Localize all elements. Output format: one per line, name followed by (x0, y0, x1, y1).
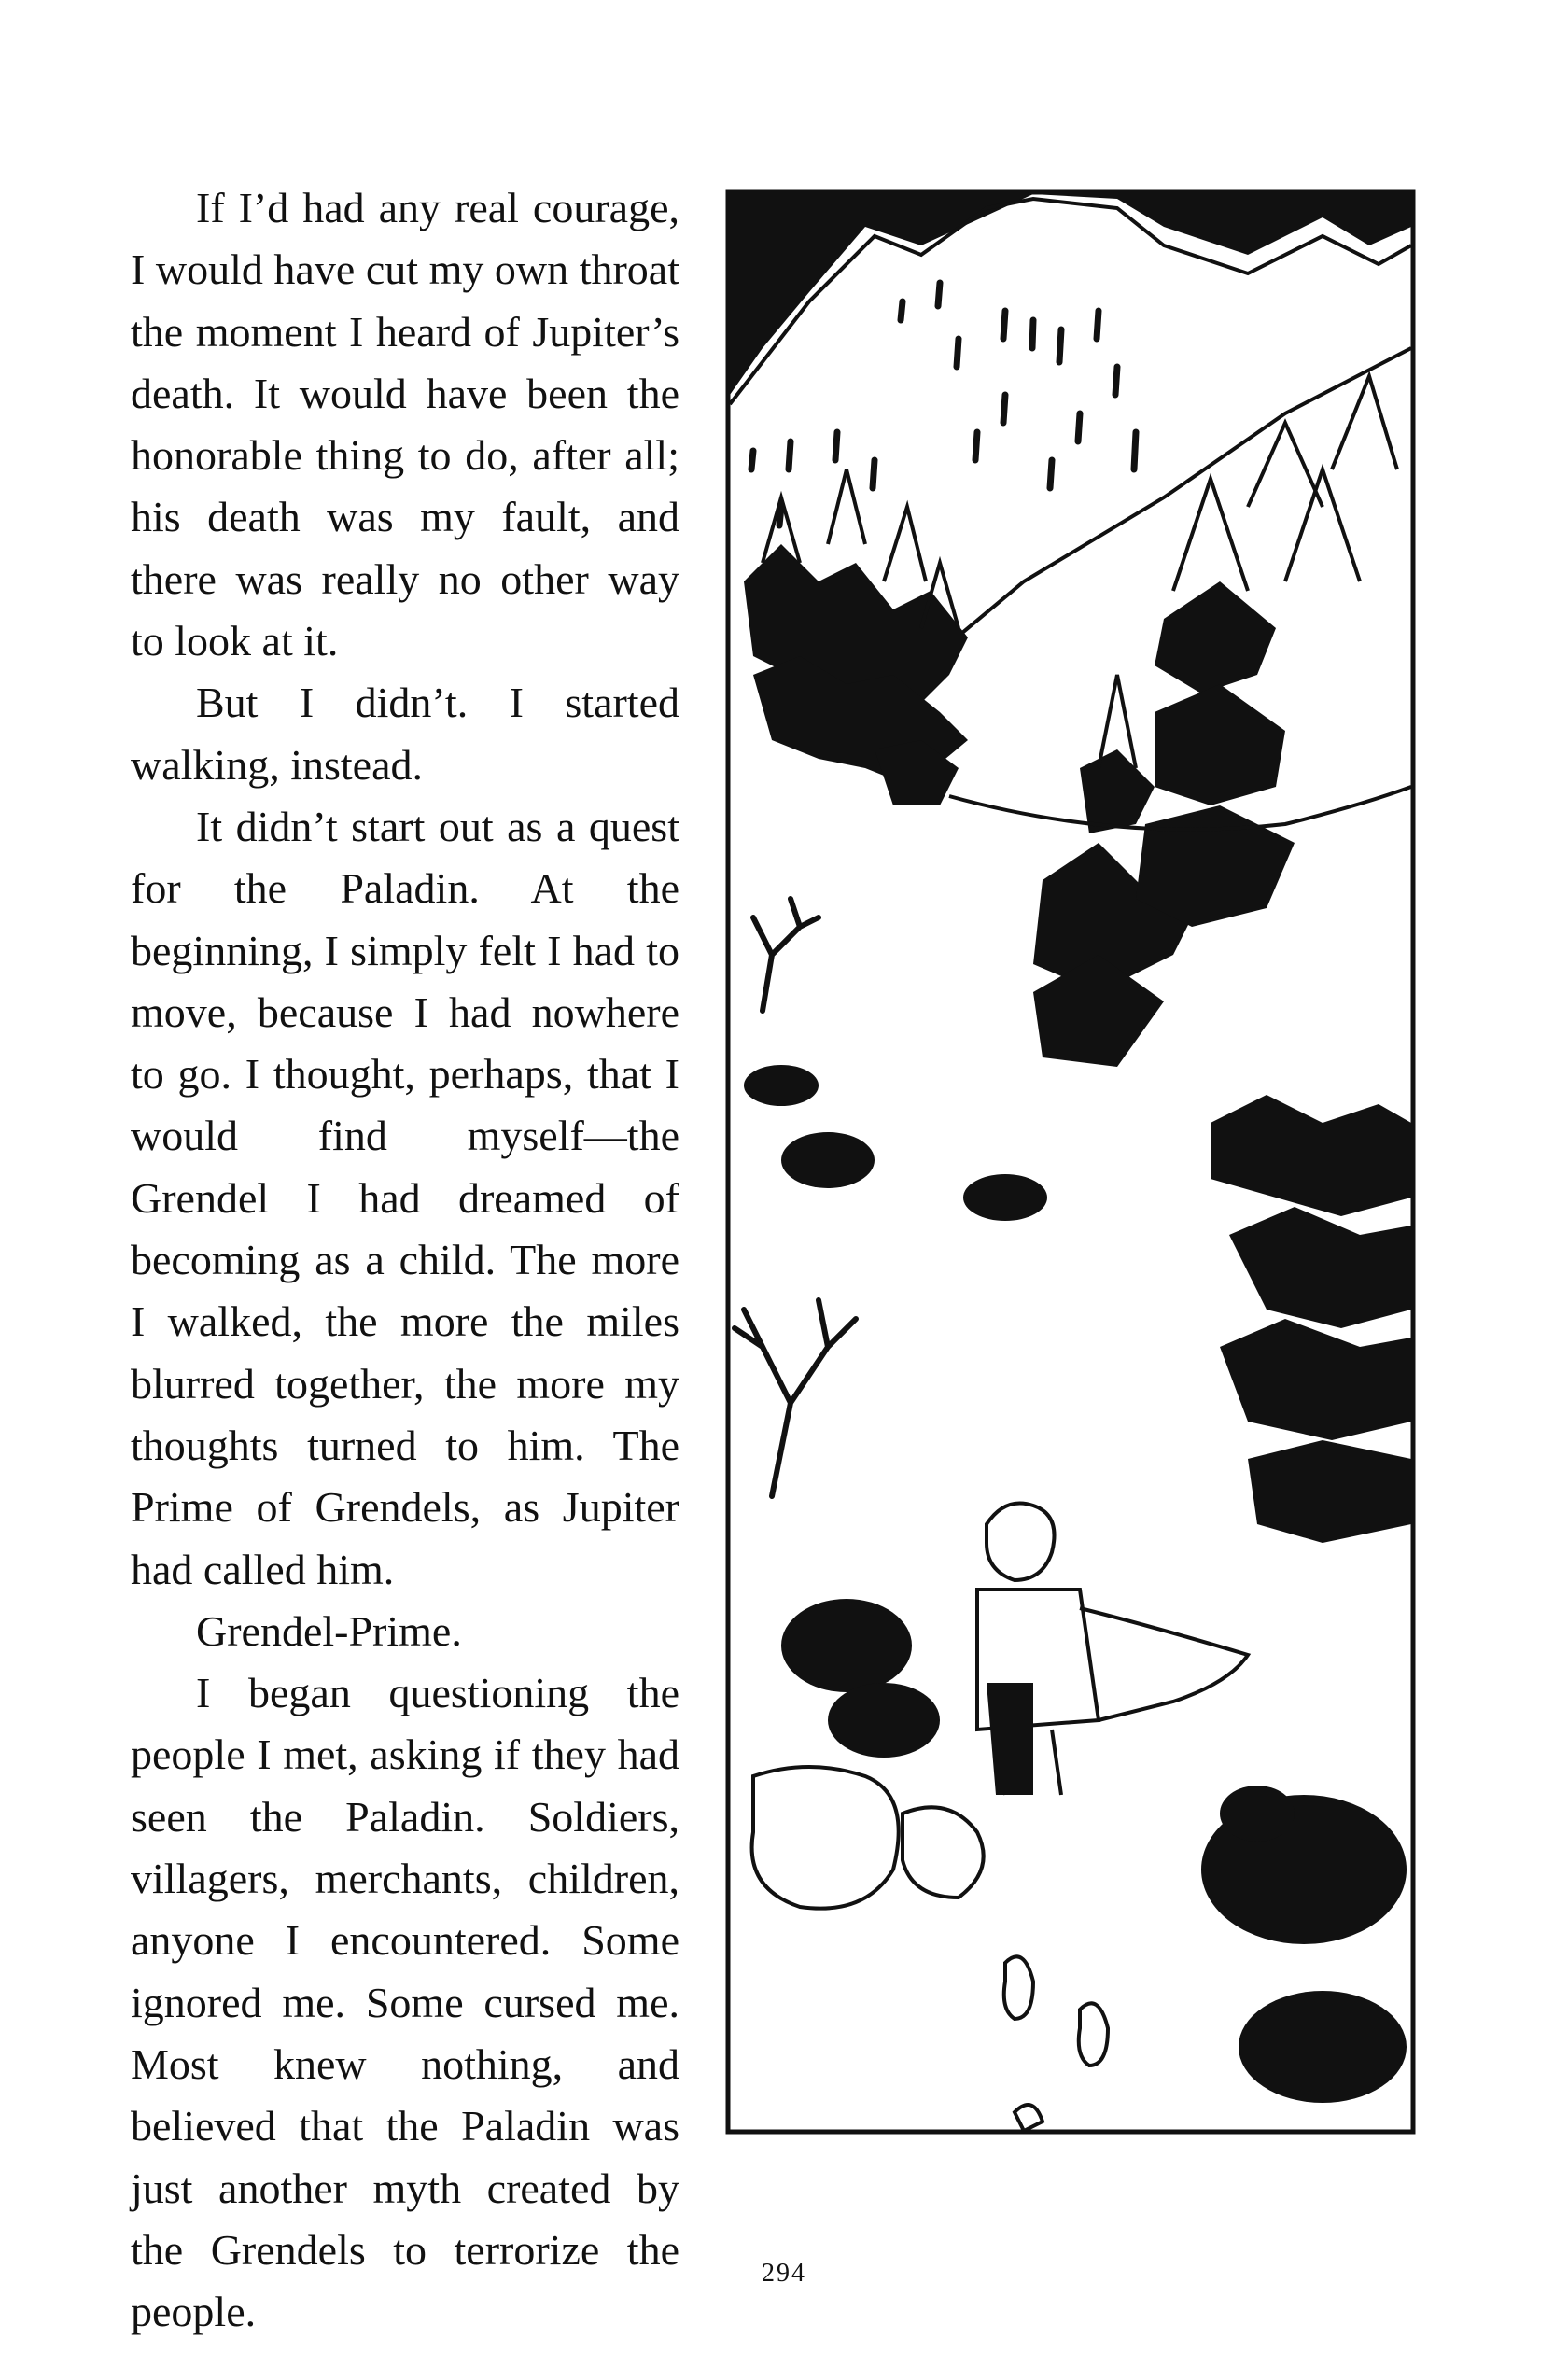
paragraph-1: If I’d had any real courage, I would have cut my own throat the moment I heard of Jupiter’s death. It would have been the honorable thing to do, after all; his death was my fault, and there was really no other way to look at it. (131, 184, 679, 665)
snowy-mountain-illustration (725, 189, 1416, 2135)
page-number: 294 (762, 2259, 806, 2288)
paragraph-3: It didn’t start out as a quest for the Paladin. At the beginning, I simply felt I had to move, because I had nowhere to go. I thought, perhaps, that I would find myself—the Grendel I had dreamed of becoming as a child. The more I walked, the more the miles blurred together, the more my thoughts turned to him. The Prime of Grendels, as Jupiter had called him. (131, 802, 679, 1593)
body-text (131, 177, 679, 2343)
paragraph-2: But I didn’t. I started walking, instead. (131, 679, 679, 789)
paragraph-4: Grendel-Prime. (196, 1606, 462, 1655)
illustration-drawing (725, 189, 1416, 2135)
paragraph-5: I began questioning the people I met, asking if they had seen the Paladin. Soldiers, villagers, merchants, children, anyone I encountered. Some ignored me. Some cursed me. Most knew nothing, and believed that the Paladin was just another myth created by the Grendels to terrorize the people. (131, 1669, 679, 2336)
